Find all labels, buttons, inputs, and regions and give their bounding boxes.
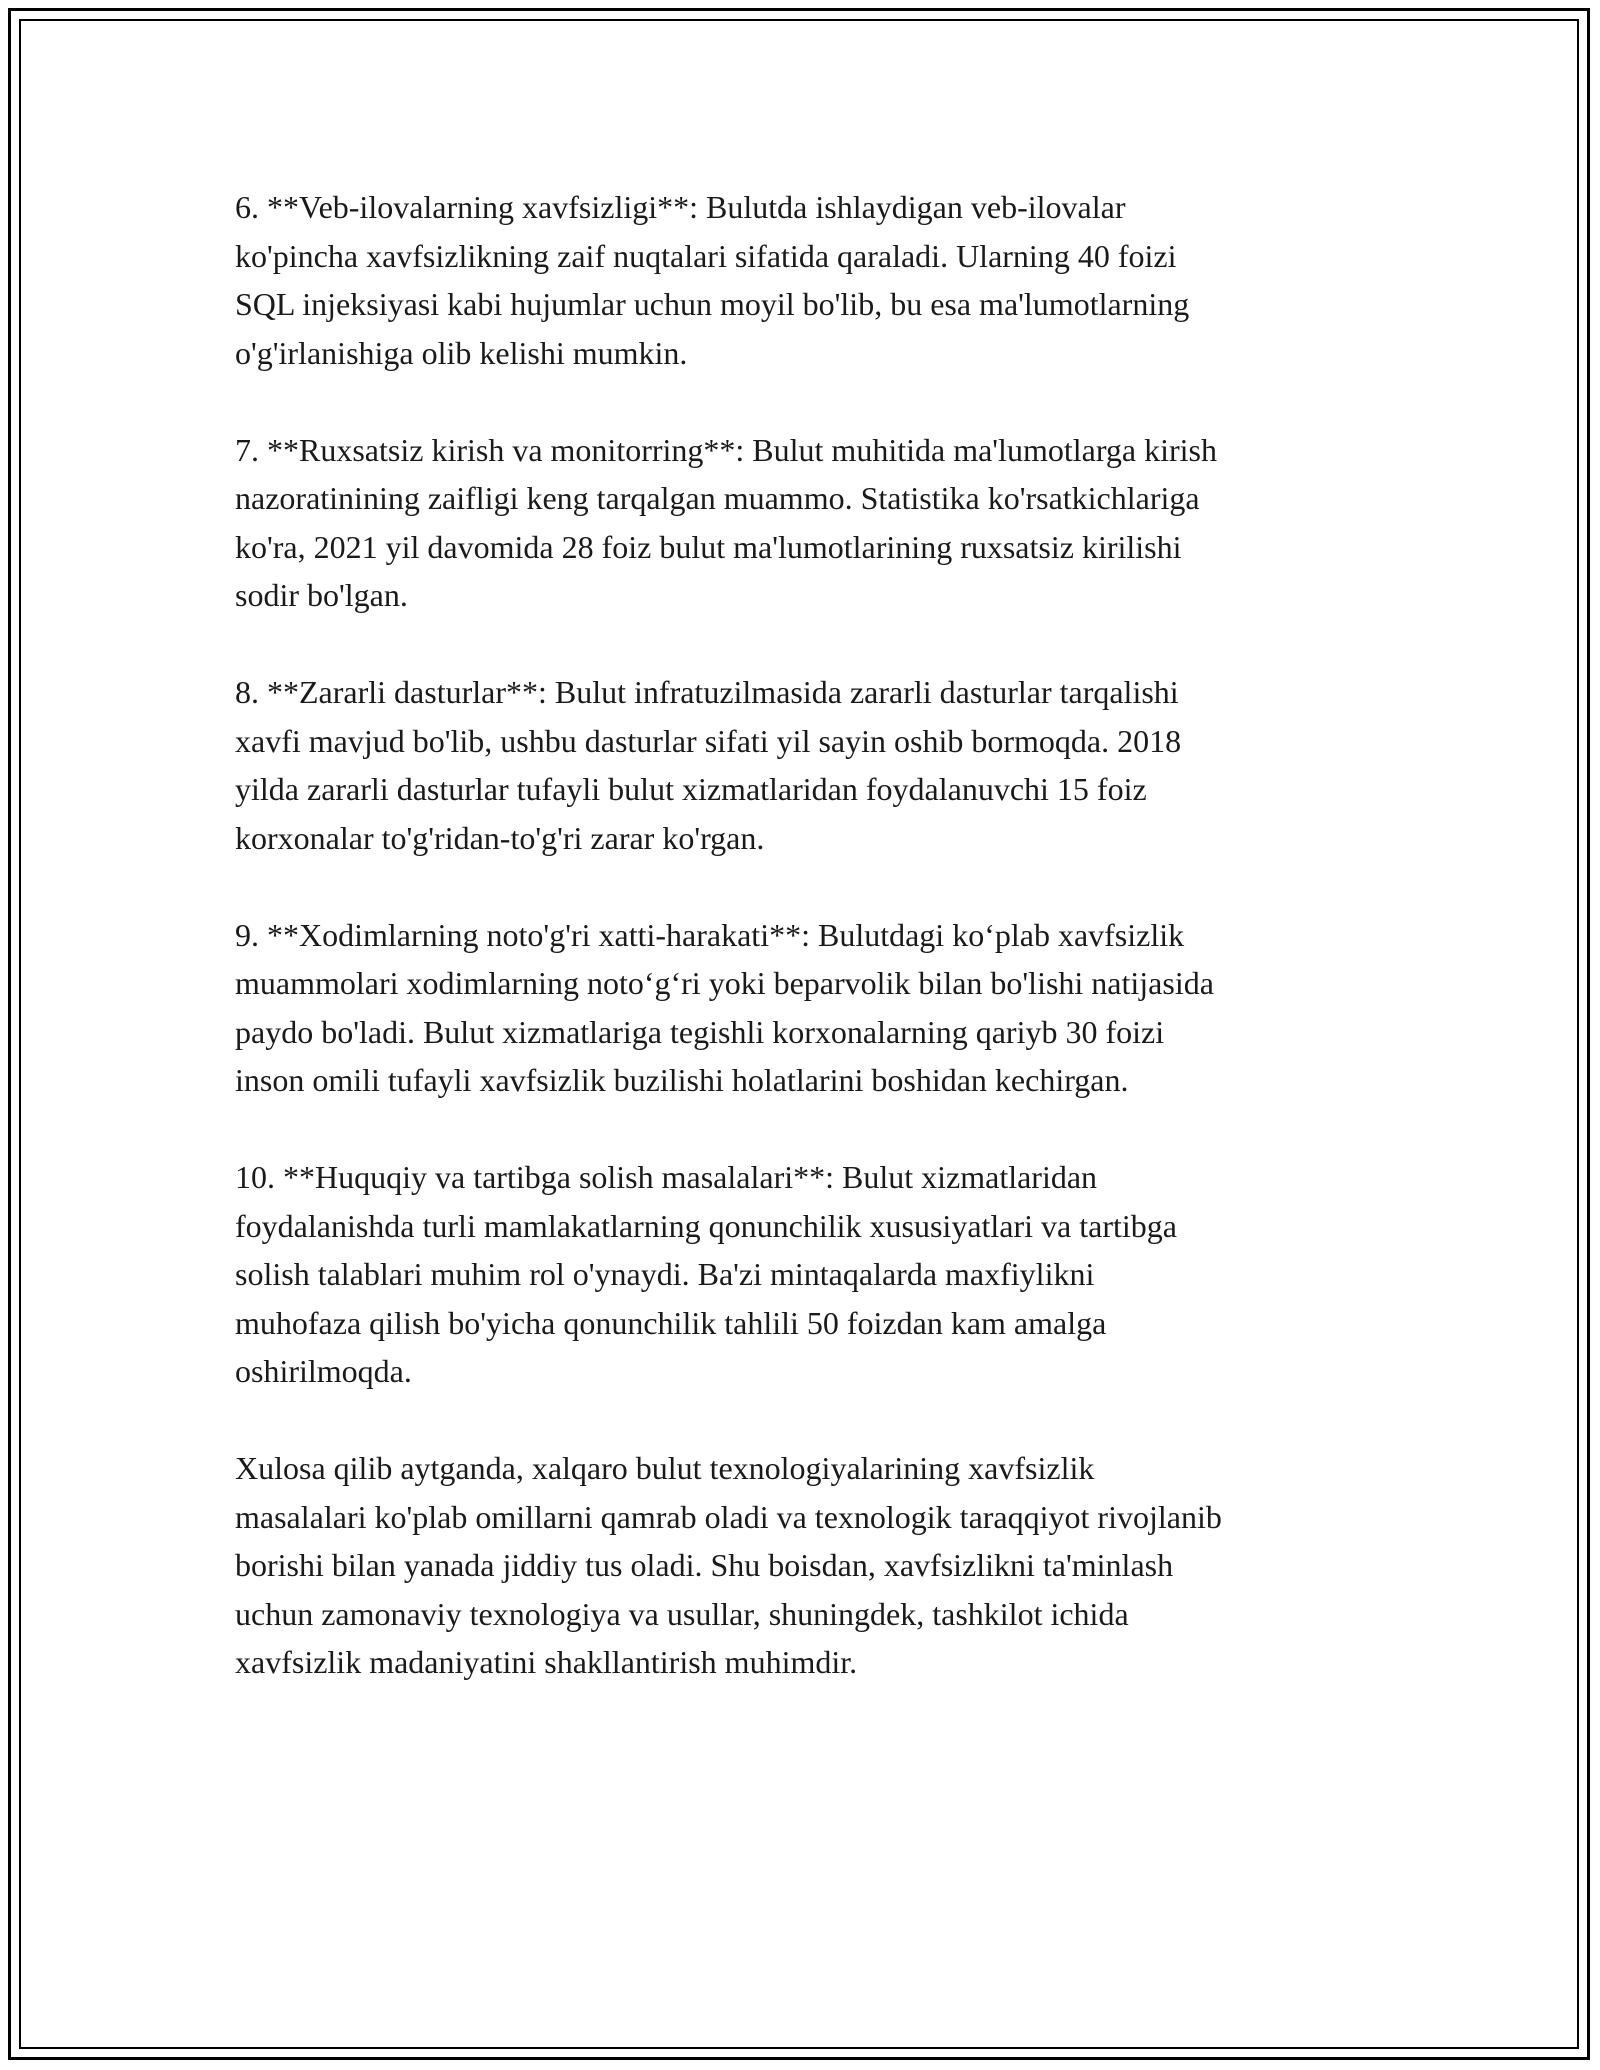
paragraph-legal-regulatory: 10. **Huquqiy va tartibga solish masalalari**: Bulut xizmatlaridan foydalanishda turli mamlakatlarning qonunchilik xususiyatlari va tartibga solish talablari muhim rol o'ynaydi. Ba'zi mintaqalarda maxfiylikni muhofaza qilish bo'yicha qonunchilik tahlili 50 foizdan kam amalga oshirilmoqda. [235, 1159, 1177, 1389]
document-body [235, 183, 1375, 1735]
paragraph-conclusion: Xulosa qilib aytganda, xalqaro bulut texnologiyalarining xavfsizlik masalalari ko'plab omillarni qamrab oladi va texnologik taraqqiyot rivojlanib borishi bilan yanada jiddiy tus oladi. Shu boisdan, xavfsizlikni ta'minlash uchun zamonaviy texnologiya va usullar, shuningdek, tashkilot ichida xavfsizlik madaniyatini shakllantirish muhimdir. [235, 1450, 1222, 1680]
paragraph-web-app-security: 6. **Veb-ilovalarning xavfsizligi**: Bulutda ishlaydigan veb-ilovalar ko'pincha xavfsizlikning zaif nuqtalari sifatida qaraladi. Ularning 40 foizi SQL injeksiyasi kabi hujumlar uchun moyil bo'lib, bu esa ma'lumotlarning o'g'irlanishiga olib kelishi mumkin. [235, 189, 1190, 371]
paragraph-unauthorized-access: 7. **Ruxsatsiz kirish va monitorring**: Bulut muhitida ma'lumotlarga kirish nazoratinining zaifligi keng tarqalgan muammo. Statistika ko'rsatkichlariga ko'ra, 2021 yil davomida 28 foiz bulut ma'lumotlarining ruxsatsiz kirilishi sodir bo'lgan. [235, 431, 1217, 613]
paragraph-employee-behavior: 9. **Xodimlarning noto'g'ri xatti-harakati**: Bulutdagi ko‘plab xavfsizlik muammolari xodimlarning noto‘g‘ri yoki beparvolik bilan bo'lishi natijasida paydo bo'ladi. Bulut xizmatlariga tegishli korxonalarning qariyb 30 foizi inson omili tufayli xavfsizlik buzilishi holatlarini boshidan kechirgan. [235, 916, 1214, 1098]
paragraph-malware: 8. **Zararli dasturlar**: Bulut infratuzilmasida zararli dasturlar tarqalishi xavfi mavjud bo'lib, ushbu dasturlar sifati yil sayin oshib bormoqda. 2018 yilda zararli dasturlar tufayli bulut xizmatlaridan foydalanuvchi 15 foiz korxonalar to'g'ridan-to'g'ri zarar ko'rgan. [235, 674, 1182, 856]
